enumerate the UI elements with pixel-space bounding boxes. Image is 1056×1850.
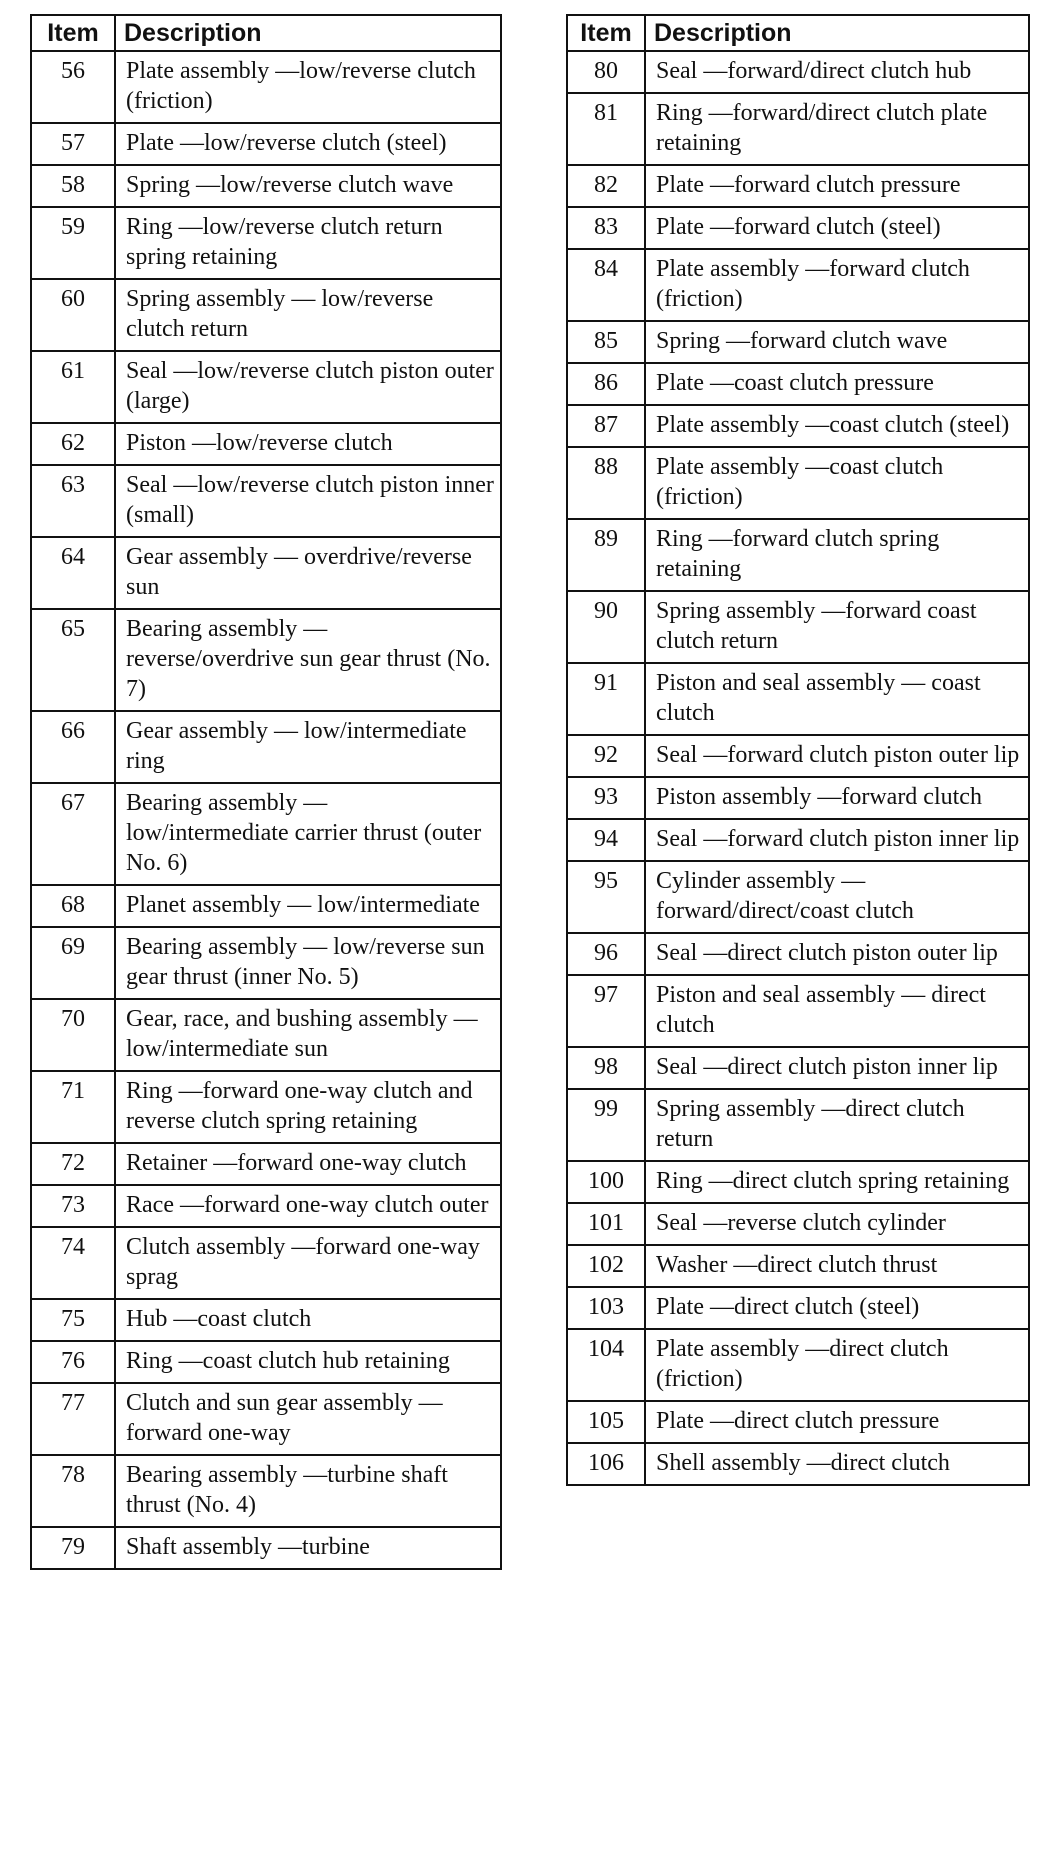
table-header-row: [567, 15, 1029, 51]
item-column-header: Item: [567, 15, 645, 51]
table-row: [567, 207, 1029, 249]
item-description: Bearing assembly —turbine shaft thrust (No. 4): [115, 1455, 501, 1527]
item-number: 92: [567, 735, 645, 777]
item-description: Piston assembly —forward clutch: [645, 777, 1029, 819]
item-description: Plate —low/reverse clutch (steel): [115, 123, 501, 165]
item-number: 58: [31, 165, 115, 207]
table-row: [567, 405, 1029, 447]
table-row: [31, 927, 501, 999]
item-number: 81: [567, 93, 645, 165]
item-description: Ring —coast clutch hub retaining: [115, 1341, 501, 1383]
item-number: 105: [567, 1401, 645, 1443]
table-row: [567, 777, 1029, 819]
item-column-header: Item: [31, 15, 115, 51]
item-number: 65: [31, 609, 115, 711]
item-description: Bearing assembly — low/intermediate carrier thrust (outer No. 6): [115, 783, 501, 885]
item-number: 69: [31, 927, 115, 999]
table-row: [31, 123, 501, 165]
item-description: Bearing assembly — reverse/overdrive sun gear thrust (No. 7): [115, 609, 501, 711]
item-number: 59: [31, 207, 115, 279]
table-row: [567, 735, 1029, 777]
item-description: Race —forward one-way clutch outer: [115, 1185, 501, 1227]
item-number: 87: [567, 405, 645, 447]
item-number: 70: [31, 999, 115, 1071]
item-description: Ring —forward/direct clutch plate retaining: [645, 93, 1029, 165]
item-description: Plate assembly —low/reverse clutch (friction): [115, 51, 501, 123]
item-number: 78: [31, 1455, 115, 1527]
item-number: 71: [31, 1071, 115, 1143]
item-number: 68: [31, 885, 115, 927]
description-column-header: Description: [115, 15, 501, 51]
table-row: [567, 447, 1029, 519]
item-description: Plate —forward clutch pressure: [645, 165, 1029, 207]
item-description: Plate assembly —coast clutch (steel): [645, 405, 1029, 447]
item-number: 82: [567, 165, 645, 207]
table-header-row: [31, 15, 501, 51]
item-description: Plate —coast clutch pressure: [645, 363, 1029, 405]
item-description: Spring —low/reverse clutch wave: [115, 165, 501, 207]
item-number: 83: [567, 207, 645, 249]
item-number: 73: [31, 1185, 115, 1227]
table-row: [31, 609, 501, 711]
item-number: 60: [31, 279, 115, 351]
item-description: Seal —forward/direct clutch hub: [645, 51, 1029, 93]
item-number: 66: [31, 711, 115, 783]
item-number: 104: [567, 1329, 645, 1401]
item-description: Seal —forward clutch piston inner lip: [645, 819, 1029, 861]
table-row: [567, 663, 1029, 735]
item-number: 62: [31, 423, 115, 465]
description-column-header: Description: [645, 15, 1029, 51]
table-row: [567, 1047, 1029, 1089]
table-row: [567, 51, 1029, 93]
table-row: [567, 321, 1029, 363]
item-description: Piston and seal assembly — direct clutch: [645, 975, 1029, 1047]
item-description: Plate —forward clutch (steel): [645, 207, 1029, 249]
table-row: [31, 351, 501, 423]
item-number: 67: [31, 783, 115, 885]
item-number: 80: [567, 51, 645, 93]
table-row: [31, 423, 501, 465]
table-row: [567, 591, 1029, 663]
table-row: [567, 93, 1029, 165]
item-description: Spring assembly — low/reverse clutch return: [115, 279, 501, 351]
table-row: [31, 999, 501, 1071]
item-number: 99: [567, 1089, 645, 1161]
item-description: Piston —low/reverse clutch: [115, 423, 501, 465]
table-row: [31, 165, 501, 207]
item-description: Clutch and sun gear assembly —forward one-way: [115, 1383, 501, 1455]
table-row: [31, 1341, 501, 1383]
item-number: 100: [567, 1161, 645, 1203]
item-description: Bearing assembly — low/reverse sun gear thrust (inner No. 5): [115, 927, 501, 999]
item-description: Clutch assembly —forward one-way sprag: [115, 1227, 501, 1299]
item-description: Seal —reverse clutch cylinder: [645, 1203, 1029, 1245]
item-description: Gear assembly — overdrive/reverse sun: [115, 537, 501, 609]
item-number: 101: [567, 1203, 645, 1245]
item-number: 72: [31, 1143, 115, 1185]
table-row: [31, 1527, 501, 1569]
item-number: 61: [31, 351, 115, 423]
table-row: [31, 537, 501, 609]
item-description: Shell assembly —direct clutch: [645, 1443, 1029, 1485]
table-row: [567, 1089, 1029, 1161]
item-description: Plate —direct clutch (steel): [645, 1287, 1029, 1329]
item-number: 96: [567, 933, 645, 975]
table-row: [567, 1203, 1029, 1245]
item-description: Piston and seal assembly — coast clutch: [645, 663, 1029, 735]
parts-table-left: [30, 14, 502, 1570]
table-row: [567, 1329, 1029, 1401]
item-number: 98: [567, 1047, 645, 1089]
item-number: 88: [567, 447, 645, 519]
item-number: 85: [567, 321, 645, 363]
table-row: [31, 279, 501, 351]
item-description: Seal —direct clutch piston inner lip: [645, 1047, 1029, 1089]
parts-table-body: [31, 51, 501, 1569]
table-row: [567, 1401, 1029, 1443]
item-number: 90: [567, 591, 645, 663]
item-number: 95: [567, 861, 645, 933]
item-number: 75: [31, 1299, 115, 1341]
table-row: [31, 207, 501, 279]
item-number: 89: [567, 519, 645, 591]
item-description: Plate —direct clutch pressure: [645, 1401, 1029, 1443]
item-number: 94: [567, 819, 645, 861]
table-row: [31, 711, 501, 783]
item-number: 97: [567, 975, 645, 1047]
item-description: Plate assembly —coast clutch (friction): [645, 447, 1029, 519]
table-row: [567, 1443, 1029, 1485]
table-row: [31, 1455, 501, 1527]
table-row: [567, 975, 1029, 1047]
table-row: [567, 363, 1029, 405]
item-number: 76: [31, 1341, 115, 1383]
parts-table-right: [566, 14, 1030, 1486]
table-row: [31, 1143, 501, 1185]
item-number: 64: [31, 537, 115, 609]
item-number: 91: [567, 663, 645, 735]
item-number: 63: [31, 465, 115, 537]
item-description: Ring —direct clutch spring retaining: [645, 1161, 1029, 1203]
table-row: [567, 1161, 1029, 1203]
item-number: 77: [31, 1383, 115, 1455]
table-row: [567, 819, 1029, 861]
table-row: [567, 933, 1029, 975]
parts-table-body: [567, 51, 1029, 1485]
item-description: Retainer —forward one-way clutch: [115, 1143, 501, 1185]
table-row: [567, 1287, 1029, 1329]
table-row: [31, 1071, 501, 1143]
item-number: 84: [567, 249, 645, 321]
table-row: [567, 519, 1029, 591]
item-description: Gear assembly — low/intermediate ring: [115, 711, 501, 783]
item-description: Plate assembly —forward clutch (friction): [645, 249, 1029, 321]
item-description: Planet assembly — low/intermediate: [115, 885, 501, 927]
item-number: 86: [567, 363, 645, 405]
item-description: Spring —forward clutch wave: [645, 321, 1029, 363]
item-description: Gear, race, and bushing assembly —low/intermediate sun: [115, 999, 501, 1071]
table-row: [567, 165, 1029, 207]
table-row: [31, 1227, 501, 1299]
item-number: 93: [567, 777, 645, 819]
table-row: [567, 861, 1029, 933]
table-row: [31, 465, 501, 537]
item-description: Cylinder assembly — forward/direct/coast clutch: [645, 861, 1029, 933]
item-description: Seal —forward clutch piston outer lip: [645, 735, 1029, 777]
item-number: 56: [31, 51, 115, 123]
item-number: 106: [567, 1443, 645, 1485]
item-description: Hub —coast clutch: [115, 1299, 501, 1341]
item-description: Spring assembly —forward coast clutch return: [645, 591, 1029, 663]
item-description: Ring —forward one-way clutch and reverse clutch spring retaining: [115, 1071, 501, 1143]
item-description: Ring —low/reverse clutch return spring retaining: [115, 207, 501, 279]
item-number: 102: [567, 1245, 645, 1287]
item-number: 79: [31, 1527, 115, 1569]
item-description: Plate assembly —direct clutch (friction): [645, 1329, 1029, 1401]
table-row: [567, 249, 1029, 321]
table-row: [31, 783, 501, 885]
item-description: Seal —direct clutch piston outer lip: [645, 933, 1029, 975]
item-description: Shaft assembly —turbine: [115, 1527, 501, 1569]
table-row: [31, 1299, 501, 1341]
item-description: Seal —low/reverse clutch piston outer (large): [115, 351, 501, 423]
table-row: [31, 51, 501, 123]
table-row: [31, 885, 501, 927]
item-description: Seal —low/reverse clutch piston inner (small): [115, 465, 501, 537]
item-number: 57: [31, 123, 115, 165]
item-description: Washer —direct clutch thrust: [645, 1245, 1029, 1287]
item-number: 103: [567, 1287, 645, 1329]
table-row: [31, 1185, 501, 1227]
item-description: Spring assembly —direct clutch return: [645, 1089, 1029, 1161]
table-row: [567, 1245, 1029, 1287]
table-row: [31, 1383, 501, 1455]
item-description: Ring —forward clutch spring retaining: [645, 519, 1029, 591]
item-number: 74: [31, 1227, 115, 1299]
